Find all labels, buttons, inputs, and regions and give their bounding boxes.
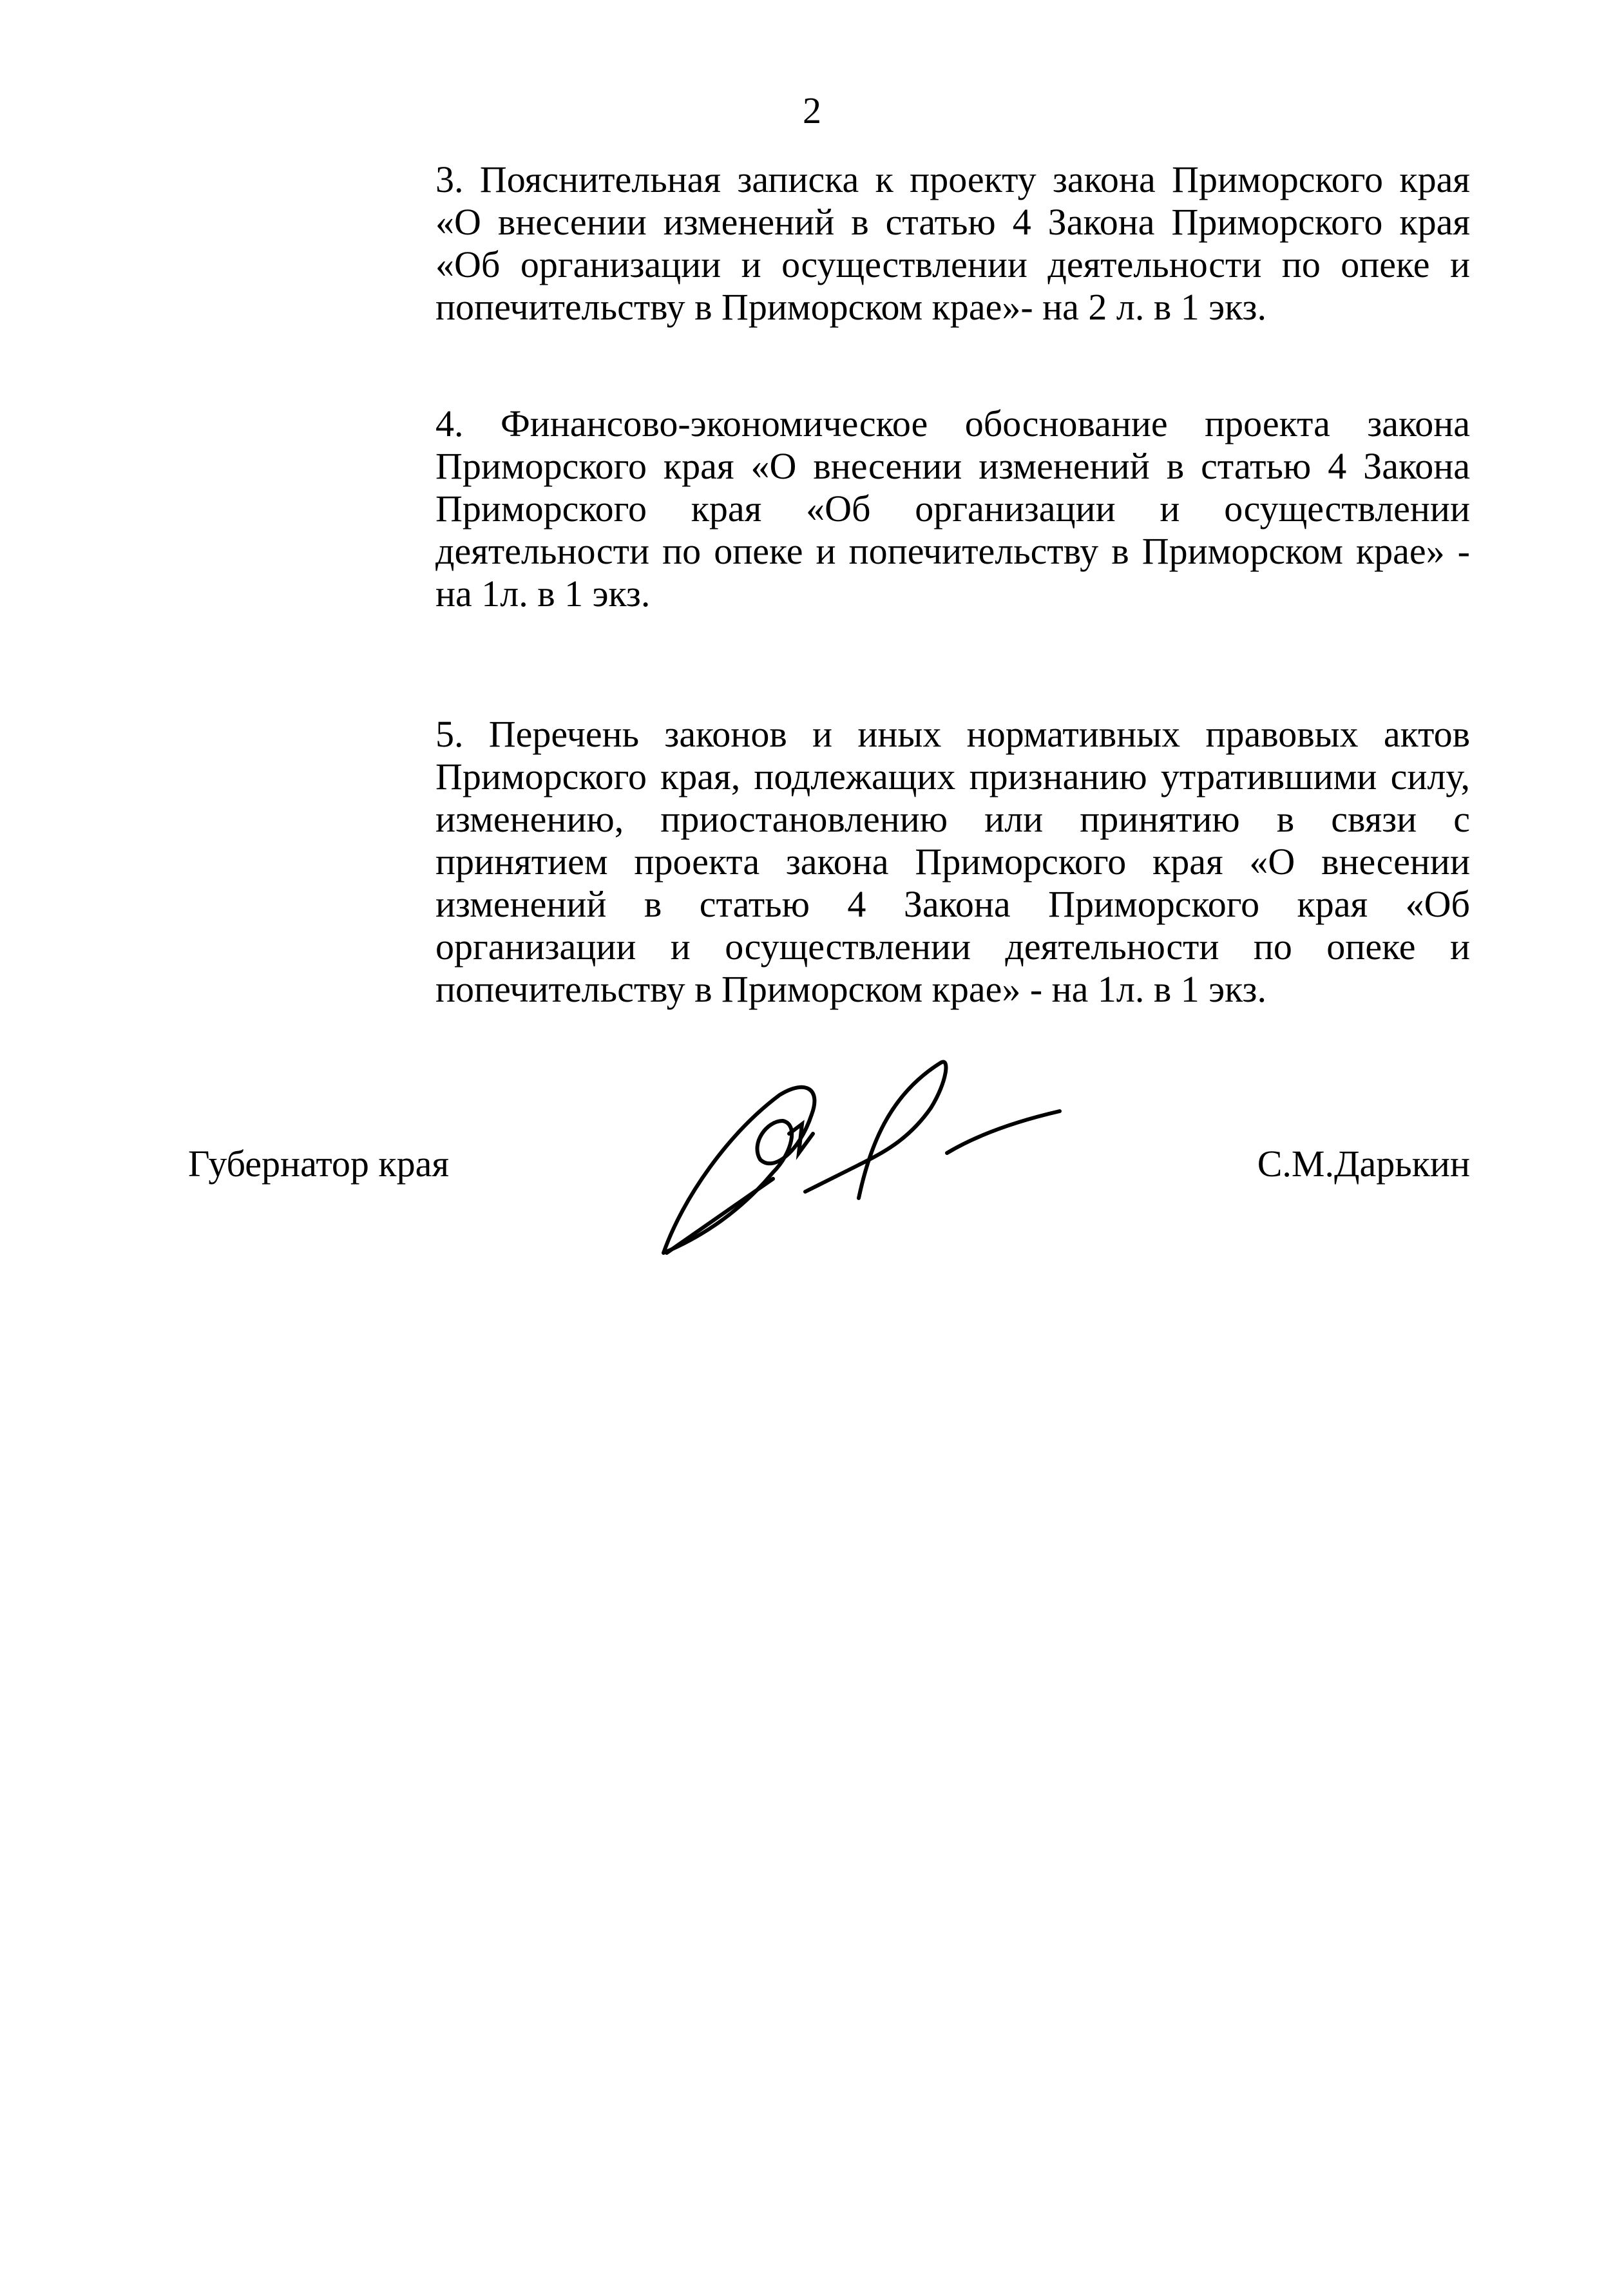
signatory-position: Губернатор края: [188, 1143, 450, 1185]
text-line: 5. Перечень законов и иных нормативных правовых актов: [435, 713, 1470, 755]
page-number: 2: [803, 90, 821, 131]
text-line: изменению, приостановлению или принятию в связи с: [435, 798, 1470, 840]
text-line: на 1л. в 1 экз.: [435, 573, 651, 615]
text-line: 3. Пояснительная записка к проекту закона Приморского края: [435, 158, 1470, 200]
text-line: деятельности по опеке и попечительству в Приморском крае» -: [435, 530, 1470, 572]
text-line: принятием проекта закона Приморского края «О внесении: [435, 841, 1470, 882]
text-line: Приморского края «О внесении изменений в статью 4 Закона: [435, 445, 1470, 487]
text-line: Приморского края «Об организации и осуществлении: [435, 488, 1470, 529]
text-line: «Об организации и осуществлении деятельности по опеке и: [435, 243, 1470, 285]
text-line: попечительству в Приморском крае» - на 1л. в 1 экз.: [435, 968, 1266, 1010]
text-line: попечительству в Приморском крае»- на 2 л. в 1 экз.: [435, 286, 1266, 328]
text-line: «О внесении изменений в статью 4 Закона Приморского края: [435, 201, 1470, 243]
text-line: 4. Финансово-экономическое обоснование проекта закона: [435, 403, 1470, 444]
text-line: организации и осуществлении деятельности по опеке и: [435, 926, 1470, 968]
text-line: Приморского края, подлежащих признанию утратившими силу,: [435, 756, 1470, 797]
text-line: изменений в статью 4 Закона Приморского края «Об: [435, 883, 1470, 925]
signatory-name: С.М.Дарькин: [1257, 1143, 1470, 1185]
